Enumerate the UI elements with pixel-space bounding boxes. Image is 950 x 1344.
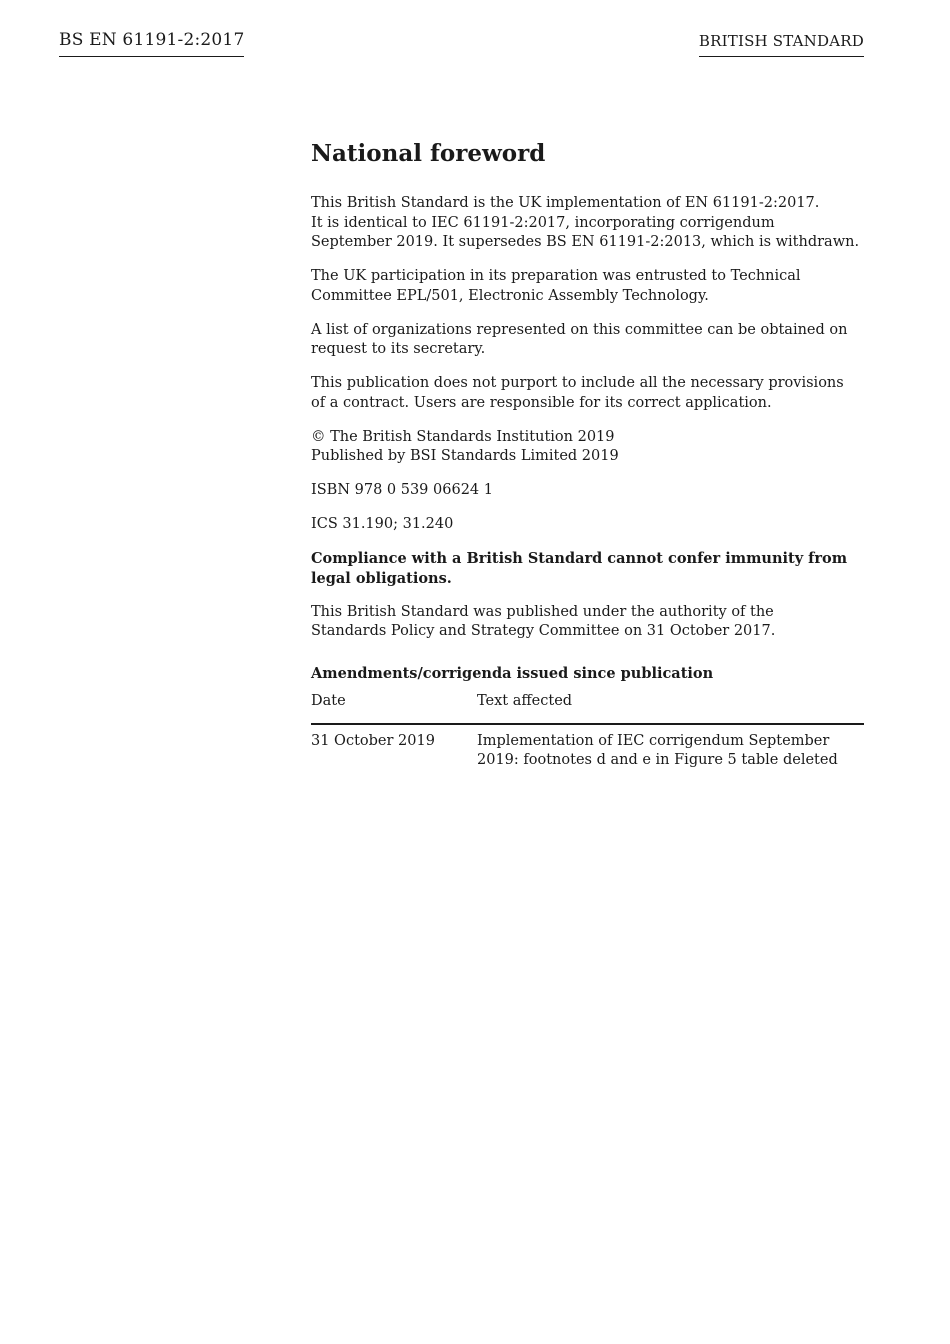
amendments-title: Amendments/corrigenda issued since publication xyxy=(311,664,714,682)
paragraph-compliance xyxy=(311,549,864,588)
paragraph-implementation xyxy=(311,194,864,253)
amendment-date: 31 October 2019 xyxy=(311,732,435,749)
foreword-content xyxy=(311,138,864,771)
amendment-text-line: 2019: footnotes d and e in Figure 5 table deleted xyxy=(477,752,838,768)
paragraph-isbn xyxy=(311,481,864,501)
paragraph-line: The UK participation in its preparation was entrusted to Technical xyxy=(311,268,801,284)
document-number-header: BS EN 61191-2:2017 xyxy=(59,30,244,57)
paragraph-line: A list of organizations represented on this committee can be obtained on xyxy=(311,321,848,338)
table-row xyxy=(311,724,864,771)
paragraph-authority xyxy=(311,603,864,642)
series-header: BRITISH STANDARD xyxy=(699,32,864,57)
paragraph-organizations xyxy=(311,321,864,360)
paragraph-copyright xyxy=(311,428,864,467)
amendments-table xyxy=(311,692,864,771)
paragraph-line: Standards Policy and Strategy Committee on 31 October 2017. xyxy=(311,623,776,639)
page-title: National foreword xyxy=(311,140,546,167)
paragraph-line: Published by BSI Standards Limited 2019 xyxy=(311,448,619,464)
table-header-row xyxy=(311,692,864,724)
paragraph-line: ICS 31.190; 31.240 xyxy=(311,516,454,532)
paragraph-provisions xyxy=(311,374,864,413)
column-header-date: Date xyxy=(311,692,477,724)
paragraph-line: September 2019. It supersedes BS EN 61191-2:2013, which is withdrawn. xyxy=(311,234,860,250)
paragraph-line: legal obligations. xyxy=(311,569,452,587)
paragraph-participation xyxy=(311,267,864,306)
amendment-text-line: Implementation of IEC corrigendum September xyxy=(477,732,830,749)
paragraph-line: This publication does not purport to include all the necessary provisions xyxy=(311,375,844,391)
paragraph-line: ISBN 978 0 539 06624 1 xyxy=(311,482,493,498)
paragraph-line: of a contract. Users are responsible for its correct application. xyxy=(311,394,772,411)
paragraph-line: This British Standard was published under the authority of the xyxy=(311,603,774,620)
paragraph-line: This British Standard is the UK implementation of EN 61191-2:2017. xyxy=(311,195,820,211)
paragraph-line: © The British Standards Institution 2019 xyxy=(311,428,615,445)
paragraph-line: request to its secretary. xyxy=(311,341,486,357)
amendment-text xyxy=(477,724,864,771)
paragraph-line: Compliance with a British Standard cannot confer immunity from xyxy=(311,550,848,567)
column-header-text-affected: Text affected xyxy=(477,692,864,724)
paragraph-line: Committee EPL/501, Electronic Assembly Technology. xyxy=(311,287,709,304)
paragraph-line: It is identical to IEC 61191-2:2017, incorporating corrigendum xyxy=(311,214,775,231)
paragraph-ics xyxy=(311,515,864,535)
